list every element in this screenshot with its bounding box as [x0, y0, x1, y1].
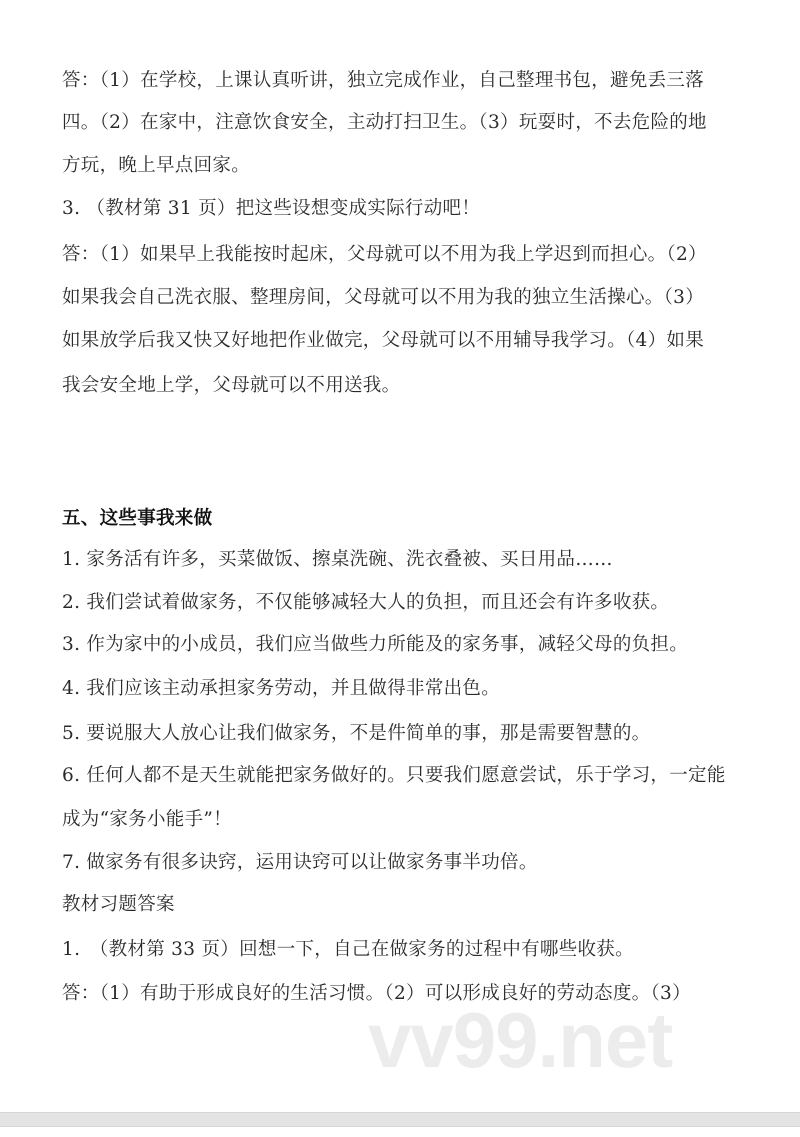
text-line: 如果我会自己洗衣服、整理房间，父母就可以不用为我的独立生活操心。（3）: [62, 287, 705, 308]
text-line: 5. 要说服大人放心让我们做家务，不是件简单的事，那是需要智慧的。: [62, 723, 651, 744]
section-heading: 五、这些事我来做: [62, 508, 213, 529]
page-separator: [0, 1112, 800, 1127]
text-line: 3. （教材第 31 页）把这些设想变成实际行动吧！: [62, 198, 481, 219]
text-line: 1. （教材第 33 页）回想一下，自己在做家务的过程中有哪些收获。: [62, 939, 634, 960]
watermark: vv99.net: [368, 996, 673, 1084]
subheading: 教材习题答案: [62, 894, 175, 915]
text-line: 答：（1）有助于形成良好的生活习惯。（2）可以形成良好的劳动态度。（3）: [62, 983, 691, 1004]
text-line: 我会安全地上学，父母就可以不用送我。: [62, 375, 401, 396]
text-line: 成为“家务小能手”！: [62, 809, 232, 830]
text-line: 7. 做家务有很多诀窍，运用诀窍可以让做家务事半功倍。: [62, 852, 538, 873]
text-line: 四。（2）在家中，注意饮食安全，主动打扫卫生。（3）玩耍时，不去危险的地: [62, 112, 707, 133]
text-line: 方玩，晚上早点回家。: [62, 155, 251, 176]
text-line: 3. 作为家中的小成员，我们应当做些力所能及的家务事，减轻父母的负担。: [62, 634, 689, 655]
text-line: 6. 任何人都不是天生就能把家务做好的。只要我们愿意尝试，乐于学习，一定能: [62, 765, 726, 786]
text-line: 1. 家务活有许多，买菜做饭、擦桌洗碗、洗衣叠被、买日用品……: [62, 549, 613, 570]
text-line: 2. 我们尝试着做家务，不仅能够减轻大人的负担，而且还会有许多收获。: [62, 592, 670, 613]
text-line: 如果放学后我又快又好地把作业做完，父母就可以不用辅导我学习。（4）如果: [62, 330, 705, 351]
text-line: 4. 我们应该主动承担家务劳动，并且做得非常出色。: [62, 678, 501, 699]
text-line: 答：（1）在学校，上课认真听讲，独立完成作业，自己整理书包，避免丢三落: [62, 70, 705, 91]
text-line: 答：（1）如果早上我能按时起床，父母就可以不用为我上学迟到而担心。（2）: [62, 244, 707, 265]
